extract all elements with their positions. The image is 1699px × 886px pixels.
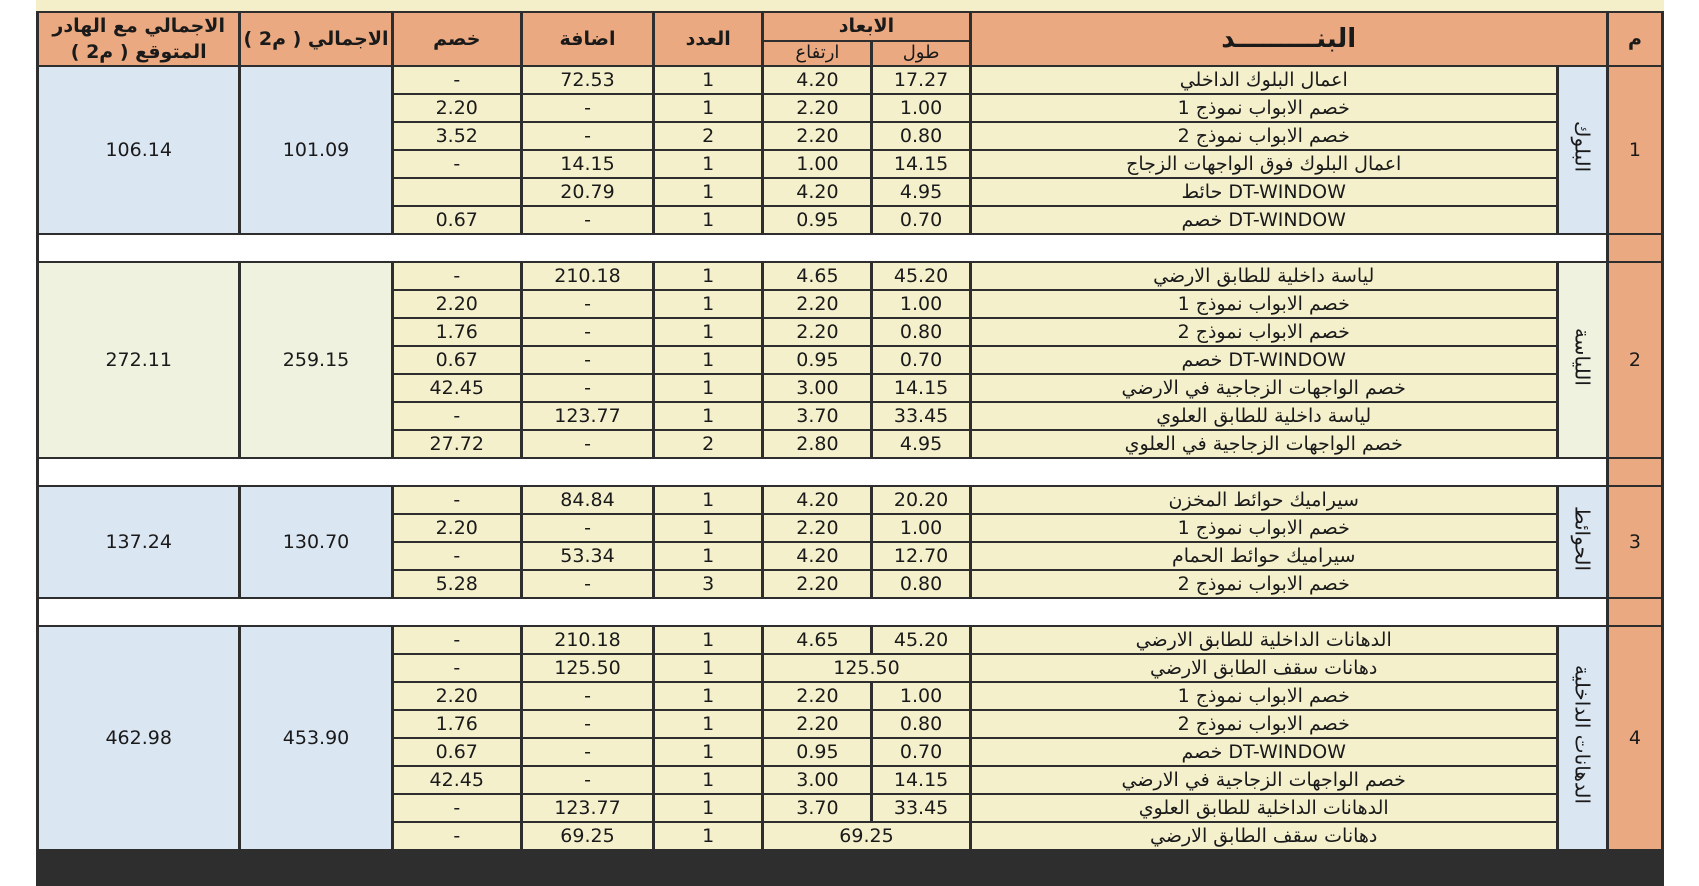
deduction-cell: - <box>394 823 520 849</box>
item-cell: خصم الابواب نموذج 2 <box>972 319 1556 345</box>
addition-cell: - <box>523 767 652 793</box>
item-cell: حائط DT-WINDOW <box>972 179 1556 205</box>
height-cell: 2.20 <box>764 291 870 317</box>
addition-cell: - <box>523 95 652 121</box>
item-cell: اعمال البلوك الداخلي <box>972 67 1556 93</box>
header-dimensions: الابعاد <box>764 13 968 40</box>
section-separator <box>39 235 1661 261</box>
addition-cell: 123.77 <box>523 403 652 429</box>
count-cell: 1 <box>655 375 761 401</box>
section-total-with-waste: 272.11 <box>39 263 238 457</box>
item-cell: خصم الواجهات الزجاجية في الارضي <box>972 767 1556 793</box>
length-cell: 1.00 <box>873 95 968 121</box>
deduction-cell: 0.67 <box>394 739 520 765</box>
section-total-with-waste: 106.14 <box>39 67 238 233</box>
height-cell: 0.95 <box>764 739 870 765</box>
header-item: البنـــــــــد <box>972 13 1606 65</box>
addition-cell: 14.15 <box>523 151 652 177</box>
height-cell: 2.80 <box>764 431 870 457</box>
section-category-label: الدهانات الداخلية <box>1570 664 1595 805</box>
addition-cell: 210.18 <box>523 263 652 289</box>
length-cell: 14.15 <box>873 767 968 793</box>
table-row <box>39 627 1661 653</box>
section-number: 2 <box>1609 263 1661 457</box>
length-cell: 1.00 <box>873 291 968 317</box>
addition-cell: - <box>523 375 652 401</box>
addition-cell: - <box>523 739 652 765</box>
height-cell: 4.20 <box>764 67 870 93</box>
length-cell: 45.20 <box>873 263 968 289</box>
section-number: 1 <box>1609 67 1661 233</box>
height-cell: 2.20 <box>764 123 870 149</box>
section-separator <box>39 459 1661 485</box>
count-cell: 1 <box>655 487 761 513</box>
section-separator <box>39 599 1661 625</box>
length-cell: 17.27 <box>873 67 968 93</box>
length-cell: 1.00 <box>873 683 968 709</box>
deduction-cell: 2.20 <box>394 95 520 121</box>
item-cell: خصم الابواب نموذج 1 <box>972 683 1556 709</box>
deduction-cell: - <box>394 263 520 289</box>
section-number: 4 <box>1609 627 1661 849</box>
deduction-cell: - <box>394 627 520 653</box>
header-addition: اضافة <box>523 13 652 65</box>
height-cell: 3.00 <box>764 375 870 401</box>
count-cell: 1 <box>655 403 761 429</box>
count-cell: 1 <box>655 515 761 541</box>
addition-cell: - <box>523 123 652 149</box>
header-total-waste-line2: المتوقع ( م2 ) <box>70 41 207 63</box>
item-cell: الدهانات الداخلية للطابق العلوي <box>972 795 1556 821</box>
deduction-cell: 1.76 <box>394 711 520 737</box>
separator-cell <box>39 459 1606 485</box>
count-cell: 1 <box>655 823 761 849</box>
section-total-with-waste: 137.24 <box>39 487 238 597</box>
header-total: الاجمالي ( م2 ) <box>241 13 390 65</box>
count-cell: 1 <box>655 739 761 765</box>
table-row <box>39 487 1661 513</box>
separator-cell <box>1609 235 1661 261</box>
section-total: 130.70 <box>241 487 390 597</box>
count-cell: 1 <box>655 655 761 681</box>
section-category <box>1559 627 1606 849</box>
section-total: 101.09 <box>241 67 390 233</box>
count-cell: 1 <box>655 151 761 177</box>
section-category-label: اللياسة <box>1570 327 1595 386</box>
length-cell: 1.00 <box>873 515 968 541</box>
height-cell: 4.65 <box>764 263 870 289</box>
item-cell: لياسة داخلية للطابق العلوي <box>972 403 1556 429</box>
count-cell: 1 <box>655 683 761 709</box>
addition-cell: 72.53 <box>523 67 652 93</box>
item-cell: سيراميك حوائط المخزن <box>972 487 1556 513</box>
deduction-cell: - <box>394 403 520 429</box>
header-row <box>39 13 1661 40</box>
count-cell: 1 <box>655 543 761 569</box>
deduction-cell: - <box>394 67 520 93</box>
header-height: ارتفاع <box>764 42 870 65</box>
height-cell: 2.20 <box>764 683 870 709</box>
separator-cell <box>1609 599 1661 625</box>
section-category <box>1559 263 1606 457</box>
item-cell: لياسة داخلية للطابق الارضي <box>972 263 1556 289</box>
height-cell: 2.20 <box>764 571 870 597</box>
count-cell: 1 <box>655 207 761 233</box>
header-serial: م <box>1609 13 1661 65</box>
height-cell: 2.20 <box>764 95 870 121</box>
count-cell: 1 <box>655 291 761 317</box>
addition-cell: - <box>523 515 652 541</box>
length-cell: 33.45 <box>873 795 968 821</box>
deduction-cell: 42.45 <box>394 375 520 401</box>
length-cell: 14.15 <box>873 151 968 177</box>
length-cell: 0.80 <box>873 571 968 597</box>
item-cell: خصم الابواب نموذج 1 <box>972 515 1556 541</box>
deduction-cell: 42.45 <box>394 767 520 793</box>
deduction-cell: 2.20 <box>394 515 520 541</box>
height-cell: 2.20 <box>764 711 870 737</box>
section-total: 259.15 <box>241 263 390 457</box>
deduction-cell: 1.76 <box>394 319 520 345</box>
height-cell: 0.95 <box>764 347 870 373</box>
section-category-label: البلوك <box>1570 120 1595 173</box>
addition-cell: - <box>523 683 652 709</box>
deduction-cell <box>394 179 520 205</box>
count-cell: 1 <box>655 795 761 821</box>
item-cell: الدهانات الداخلية للطابق الارضي <box>972 627 1556 653</box>
count-cell: 1 <box>655 711 761 737</box>
count-cell: 1 <box>655 347 761 373</box>
item-cell: اعمال البلوك فوق الواجهات الزجاج <box>972 151 1556 177</box>
addition-cell: - <box>523 571 652 597</box>
count-cell: 1 <box>655 627 761 653</box>
count-cell: 1 <box>655 767 761 793</box>
item-cell: خصم DT-WINDOW <box>972 347 1556 373</box>
header-total-waste-line1: الاجمالي مع الهادر <box>52 15 225 37</box>
item-cell: خصم DT-WINDOW <box>972 739 1556 765</box>
separator-cell <box>39 235 1606 261</box>
addition-cell: 53.34 <box>523 543 652 569</box>
item-cell: خصم DT-WINDOW <box>972 207 1556 233</box>
header-count: العدد <box>655 13 761 65</box>
item-cell: دهانات سقف الطابق الارضي <box>972 823 1556 849</box>
count-cell: 1 <box>655 263 761 289</box>
height-cell: 0.95 <box>764 207 870 233</box>
section-category-label: الحوائط <box>1570 506 1595 571</box>
header-length: طول <box>873 42 968 65</box>
top-strip <box>36 0 1664 11</box>
quantity-sheet <box>36 0 1664 886</box>
item-cell: سيراميك حوائط الحمام <box>972 543 1556 569</box>
addition-cell: 123.77 <box>523 795 652 821</box>
addition-cell: 125.50 <box>523 655 652 681</box>
addition-cell: - <box>523 207 652 233</box>
count-cell: 2 <box>655 123 761 149</box>
bill-of-quantities-table <box>36 11 1664 851</box>
item-cell: دهانات سقف الطابق الارضي <box>972 655 1556 681</box>
item-cell: خصم الابواب نموذج 2 <box>972 711 1556 737</box>
table-row <box>39 263 1661 289</box>
height-cell: 3.70 <box>764 403 870 429</box>
addition-cell: - <box>523 711 652 737</box>
height-cell: 2.20 <box>764 515 870 541</box>
addition-cell: 84.84 <box>523 487 652 513</box>
length-cell: 0.80 <box>873 711 968 737</box>
addition-cell: 69.25 <box>523 823 652 849</box>
item-cell: خصم الابواب نموذج 1 <box>972 291 1556 317</box>
section-number: 3 <box>1609 487 1661 597</box>
length-cell: 0.80 <box>873 123 968 149</box>
dimensions-cell: 69.25 <box>764 823 968 849</box>
item-cell: خصم الابواب نموذج 2 <box>972 123 1556 149</box>
length-cell: 0.70 <box>873 207 968 233</box>
deduction-cell: - <box>394 487 520 513</box>
header-total-with-waste <box>39 13 238 65</box>
height-cell: 1.00 <box>764 151 870 177</box>
item-cell: خصم الواجهات الزجاجية في العلوي <box>972 431 1556 457</box>
length-cell: 0.70 <box>873 347 968 373</box>
section-total: 453.90 <box>241 627 390 849</box>
count-cell: 1 <box>655 319 761 345</box>
count-cell: 3 <box>655 571 761 597</box>
item-cell: خصم الواجهات الزجاجية في الارضي <box>972 375 1556 401</box>
length-cell: 20.20 <box>873 487 968 513</box>
deduction-cell: 0.67 <box>394 347 520 373</box>
separator-cell <box>1609 459 1661 485</box>
separator-cell <box>39 599 1606 625</box>
height-cell: 4.20 <box>764 179 870 205</box>
dimensions-cell: 125.50 <box>764 655 968 681</box>
length-cell: 14.15 <box>873 375 968 401</box>
height-cell: 4.65 <box>764 627 870 653</box>
deduction-cell: 5.28 <box>394 571 520 597</box>
section-category <box>1559 67 1606 233</box>
count-cell: 2 <box>655 431 761 457</box>
table-row <box>39 67 1661 93</box>
height-cell: 4.20 <box>764 487 870 513</box>
length-cell: 0.70 <box>873 739 968 765</box>
item-cell: خصم الابواب نموذج 2 <box>972 571 1556 597</box>
length-cell: 45.20 <box>873 627 968 653</box>
deduction-cell: - <box>394 151 520 177</box>
section-total-with-waste: 462.98 <box>39 627 238 849</box>
addition-cell: 210.18 <box>523 627 652 653</box>
height-cell: 4.20 <box>764 543 870 569</box>
length-cell: 4.95 <box>873 431 968 457</box>
section-category <box>1559 487 1606 597</box>
addition-cell: - <box>523 431 652 457</box>
addition-cell: 20.79 <box>523 179 652 205</box>
deduction-cell: 3.52 <box>394 123 520 149</box>
count-cell: 1 <box>655 67 761 93</box>
deduction-cell: 27.72 <box>394 431 520 457</box>
addition-cell: - <box>523 319 652 345</box>
deduction-cell: - <box>394 543 520 569</box>
header-deduction: خصم <box>394 13 520 65</box>
length-cell: 12.70 <box>873 543 968 569</box>
length-cell: 0.80 <box>873 319 968 345</box>
item-cell: خصم الابواب نموذج 1 <box>972 95 1556 121</box>
addition-cell: - <box>523 291 652 317</box>
count-cell: 1 <box>655 95 761 121</box>
deduction-cell: - <box>394 655 520 681</box>
height-cell: 3.00 <box>764 767 870 793</box>
height-cell: 3.70 <box>764 795 870 821</box>
deduction-cell: 2.20 <box>394 291 520 317</box>
length-cell: 4.95 <box>873 179 968 205</box>
height-cell: 2.20 <box>764 319 870 345</box>
addition-cell: - <box>523 347 652 373</box>
deduction-cell: 2.20 <box>394 683 520 709</box>
deduction-cell: - <box>394 795 520 821</box>
count-cell: 1 <box>655 179 761 205</box>
deduction-cell: 0.67 <box>394 207 520 233</box>
length-cell: 33.45 <box>873 403 968 429</box>
